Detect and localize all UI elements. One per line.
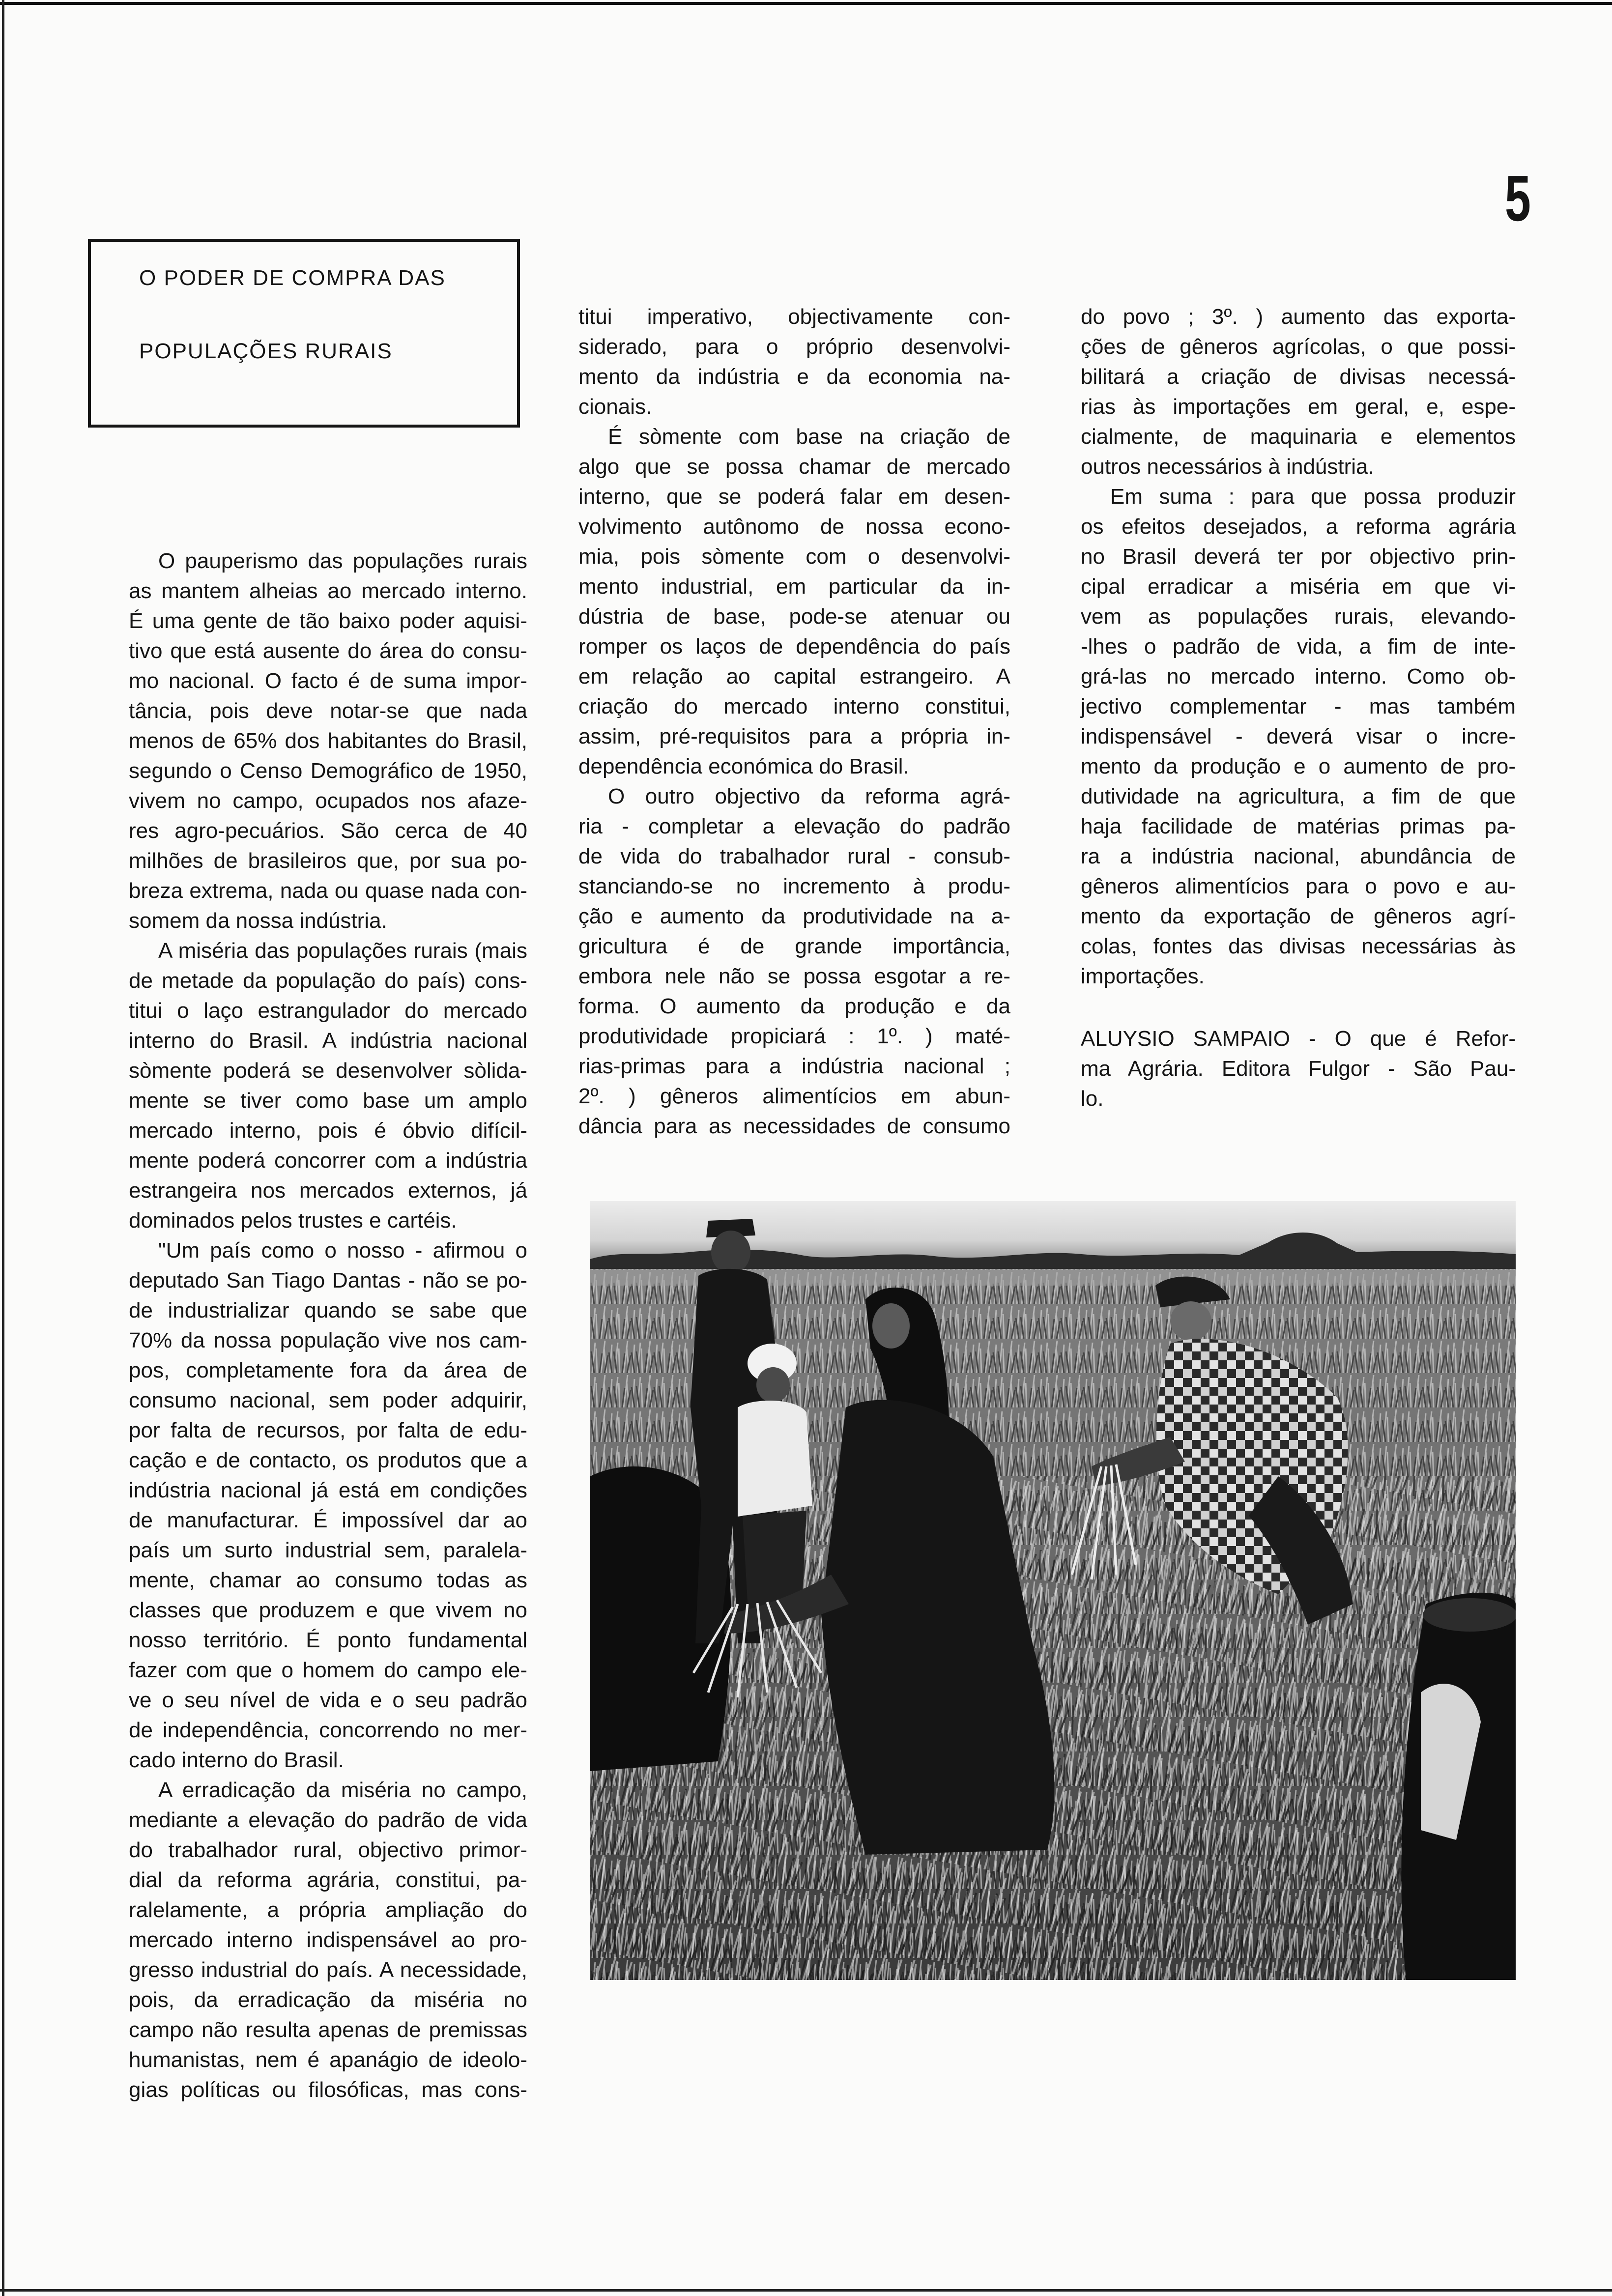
paragraph [129, 1775, 527, 2105]
citation-line: ALUYSIO SAMPAIO - O que é Refor- [1081, 1027, 1516, 1051]
text-line: somem da nossa indústria. [129, 909, 387, 933]
text-line: tivo que está ausente do área do consu- [129, 639, 527, 663]
text-column [1081, 302, 1516, 991]
article-title-line: POPULAÇÕES RURAIS [139, 339, 393, 363]
text-line: dominados pelos trustes e cartéis. [129, 1208, 457, 1233]
text-line: cado interno do Brasil. [129, 1748, 344, 1772]
text-line: do povo ; 3º. ) aumento das exporta- [1081, 305, 1516, 329]
text-line: fazer com que o homem do campo ele- [129, 1658, 527, 1682]
text-line: do trabalhador rural, objectivo primor- [129, 1838, 527, 1862]
text-line: jectivo complementar - mas também [1081, 694, 1516, 718]
text-line: mediante a elevação do padrão de vida [129, 1808, 527, 1832]
text-line: cionais. [578, 395, 652, 419]
text-line: bilitará a criação de divisas necessá- [1081, 365, 1516, 389]
text-line: A miséria das populações rurais (mais [158, 939, 527, 963]
text-line: ra a indústria nacional, abundância de [1081, 844, 1516, 868]
text-line: mente se tiver como base um amplo [129, 1089, 527, 1113]
text-line: de independência, concorrendo no mer- [129, 1718, 527, 1742]
text-line: indispensável - deverá visar o incre- [1081, 724, 1516, 748]
text-line: gias políticas ou filosóficas, mas cons- [129, 2078, 527, 2102]
text-line: gricultura é de grande importância, [578, 934, 1010, 958]
text-line: titui imperativo, objectivamente con- [578, 305, 1010, 329]
text-line: campo não resulta apenas de premissas [129, 2018, 527, 2042]
text-line: outros necessários à indústria. [1081, 455, 1374, 479]
text-line: cação e de contacto, os produtos que a [129, 1448, 527, 1472]
text-line: pois, da erradicação da miséria no [129, 1988, 527, 2012]
text-line: mente poderá concorrer com a indústria [129, 1148, 527, 1173]
text-line: ve o seu nível de vida e o seu padrão [129, 1688, 527, 1712]
text-line: rias-primas para a indústria nacional ; [578, 1054, 1010, 1078]
harvest-photo [590, 1201, 1516, 1980]
text-line: ção e aumento da produtividade na a- [578, 904, 1010, 928]
text-line: mento industrial, em particular da in- [578, 574, 1010, 599]
text-line: tância, pois deve notar-se que nada [129, 699, 527, 723]
text-line: titui o laço estrangulador do mercado [129, 999, 527, 1023]
text-line: por falta de recursos, por falta de edu- [129, 1418, 527, 1442]
text-line: gresso industrial do país. A necessidade, [129, 1958, 527, 1982]
page-number: 5 [1505, 162, 1531, 234]
text-line: ralelamente, a própria ampliação do [129, 1898, 527, 1922]
text-line: mercado interno indispensável ao pro- [129, 1928, 527, 1952]
text-line: mento da indústria e da economia na- [578, 365, 1010, 389]
text-line: consumo nacional, sem poder adquirir, [129, 1388, 527, 1412]
text-line: mento da produção e o aumento de pro- [1081, 754, 1516, 778]
text-line: volvimento autônomo de nossa econo- [578, 515, 1010, 539]
text-line: no Brasil deverá ter por objectivo prin- [1081, 545, 1516, 569]
text-line: ções de gêneros agrícolas, o que possi- [1081, 335, 1516, 359]
text-line: É uma gente de tão baixo poder aquisi- [129, 609, 527, 633]
text-line: interno, que se poderá falar em desen- [578, 485, 1010, 509]
paragraph [129, 936, 527, 1235]
text-line: segundo o Censo Demográfico de 1950, [129, 759, 527, 783]
text-line: colas, fontes das divisas necessárias às [1081, 934, 1516, 958]
scan-edge-bottom [0, 2289, 1612, 2292]
text-line: É sòmente com base na criação de [608, 425, 1010, 449]
paragraph [1081, 302, 1516, 482]
text-line: interno do Brasil. A indústria nacional [129, 1029, 527, 1053]
text-line: O outro objectivo da reforma agrá- [608, 784, 1010, 808]
paragraph [578, 781, 1010, 1141]
text-line: breza extrema, nada ou quase nada con- [129, 879, 527, 903]
title-box [88, 239, 520, 428]
text-line: produtividade propiciará : 1º. ) maté- [578, 1024, 1010, 1048]
text-line: cipal erradicar a miséria em que vi- [1081, 574, 1516, 599]
text-line: as mantem alheias ao mercado interno. [129, 579, 527, 603]
text-line: mia, pois sòmente com o desenvolvi- [578, 545, 1010, 569]
text-line: vem as populações rurais, elevando- [1081, 604, 1516, 629]
scan-edge-left [2, 0, 4, 2296]
text-line: vivem no campo, ocupados nos afaze- [129, 789, 527, 813]
text-line: siderado, para o próprio desenvolvi- [578, 335, 1010, 359]
text-line: mento da exportação de gêneros agrí- [1081, 904, 1516, 928]
text-line: mercado interno, pois é óbvio difícil- [129, 1119, 527, 1143]
text-line: estrangeira nos mercados externos, já [129, 1178, 527, 1203]
source-citation [1081, 1024, 1516, 1114]
paragraph [129, 1235, 527, 1775]
paragraph [1081, 482, 1516, 991]
text-line: de metade da população do país) cons- [129, 969, 527, 993]
text-line: pos, completamente fora da área de [129, 1358, 527, 1382]
paragraph [578, 302, 1010, 422]
text-line: -lhes o padrão de vida, a fim de inte- [1081, 634, 1516, 659]
text-line: "Um país como o nosso - afirmou o [158, 1238, 527, 1263]
text-line: em relação ao capital estrangeiro. A [578, 664, 1010, 689]
paragraph [578, 422, 1010, 781]
text-line: sòmente poderá se desenvolver sòlida- [129, 1059, 527, 1083]
text-line: criação do mercado interno constitui, [578, 694, 1010, 718]
text-line: dutividade na agricultura, a fim de que [1081, 784, 1516, 808]
text-line: nosso território. É ponto fundamental [129, 1628, 527, 1652]
text-line: de industrializar quando se sabe que [129, 1298, 527, 1322]
text-line: os efeitos desejados, a reforma agrária [1081, 515, 1516, 539]
text-line: ria - completar a elevação do padrão [578, 814, 1010, 838]
text-line: haja facilidade de matérias primas pa- [1081, 814, 1516, 838]
text-line: importações. [1081, 964, 1205, 988]
text-line: país um surto industrial sem, paralela- [129, 1538, 527, 1562]
text-line: classes que produzem e que vivem no [129, 1598, 527, 1622]
text-line: res agro-pecuários. São cerca de 40 [129, 819, 527, 843]
text-line: de vida do trabalhador rural - consub- [578, 844, 1010, 868]
text-line: O pauperismo das populações rurais [158, 549, 527, 573]
text-line: assim, pré-requisitos para a própria in- [578, 724, 1010, 748]
text-line: 2º. ) gêneros alimentícios em abun- [578, 1084, 1010, 1108]
text-line: cialmente, de maquinaria e elementos [1081, 425, 1516, 449]
text-line: indústria nacional já está em condições [129, 1478, 527, 1502]
text-line: dial da reforma agrária, constitui, pa- [129, 1868, 527, 1892]
text-line: mente, chamar ao consumo todas as [129, 1568, 527, 1592]
text-line: menos de 65% dos habitantes do Brasil, [129, 729, 527, 753]
text-line: romper os laços de dependência do país [578, 634, 1010, 659]
citation-line: ma Agrária. Editora Fulgor - São Pau- [1081, 1057, 1516, 1081]
text-line: milhões de brasileiros que, por sua po- [129, 849, 527, 873]
text-line: dústria de base, pode-se atenuar ou [578, 604, 1010, 629]
text-column [129, 546, 527, 2105]
scan-edge-top [0, 2, 1612, 5]
article-title-line: O PODER DE COMPRA DAS [139, 266, 446, 290]
text-line: forma. O aumento da produção e da [578, 994, 1010, 1018]
text-line: 70% da nossa população vive nos cam- [129, 1328, 527, 1352]
text-line: gêneros alimentícios para o povo e au- [1081, 874, 1516, 898]
text-column [578, 302, 1010, 1141]
text-line: dependência económica do Brasil. [578, 754, 909, 778]
text-line: deputado San Tiago Dantas - não se po- [129, 1268, 527, 1292]
text-line: dância para as necessidades de consumo [578, 1114, 1010, 1138]
citation-line: lo. [1081, 1087, 1104, 1111]
text-line: stanciando-se no incremento à produ- [578, 874, 1010, 898]
text-line: algo que se possa chamar de mercado [578, 455, 1010, 479]
text-line: grá-las no mercado interno. Como ob- [1081, 664, 1516, 689]
text-line: rias às importações em geral, e, espe- [1081, 395, 1516, 419]
text-line: embora nele não se possa esgotar a re- [578, 964, 1010, 988]
paragraph [129, 546, 527, 936]
text-line: A erradicação da miséria no campo, [158, 1778, 527, 1802]
text-line: mo nacional. O facto é de suma impor- [129, 669, 527, 693]
text-line: humanistas, nem é apanágio de ideolo- [129, 2048, 527, 2072]
text-line: Em suma : para que possa produzir [1110, 485, 1516, 509]
worker-figure [1401, 1593, 1516, 1980]
text-line: de manufacturar. É impossível dar ao [129, 1508, 527, 1532]
